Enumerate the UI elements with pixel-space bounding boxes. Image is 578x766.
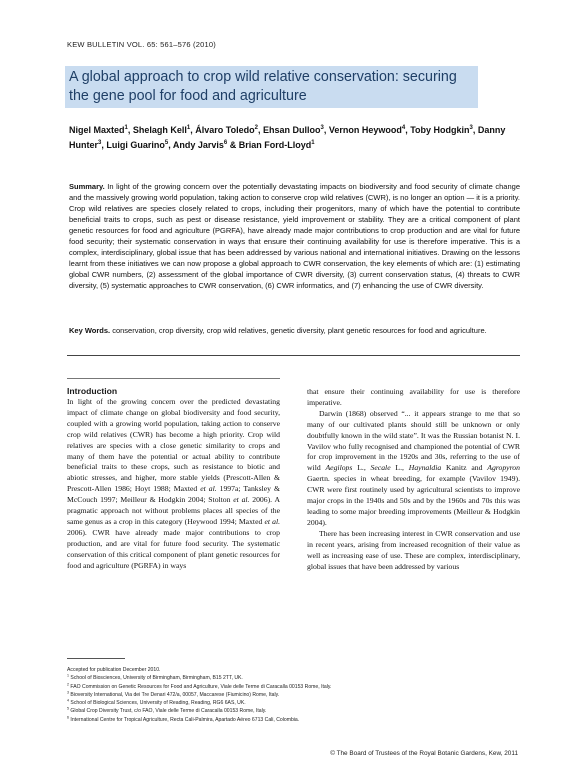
summary-text: In light of the growing concern over the potentially devastating impacts on biodiversity and food security of climate change and the massively growing world population, taking action to conserve crop wild relatives (CWR), is no longer an option — it is a priority. Crop wild relatives are species closely related to crops, including their progenitors, many of which have the potential to contribute beneficial traits to crops, such as pest or disease resistance, yield improvement or stability. They are a critical component of plant genetic resources for food and agriculture (PGRFA), have already made major contributions to crop production and are vital for future food security; their systematic conservation in ways that ensure their continuing availability for use is therefore imperative. This is a complex, interdisciplinary, global issue that has been addressed by various national and international initiatives. Drawing on the lessons learnt from these initiatives we can now propose a global approach to CWR conservation, the key elements of which are: (1) estimating global CWR numbers, (2) assessment of the global importance of CWR diversity, (3) current conservation status, (4) threats to CWR diversity, (5) systematic approaches to CWR conservation, (6) CWR informatics, and (7) enhancing the use of CWR diversity. (69, 182, 520, 290)
author-name: Luigi Guarino (106, 140, 165, 150)
keywords-label: Key Words. (69, 326, 111, 335)
italic-run: Aegilops (325, 463, 353, 473)
section-divider (67, 355, 520, 356)
affiliation-marker: 6 (223, 140, 228, 146)
summary-paragraph (69, 181, 520, 291)
article-title: A global approach to crop wild relative conservation: securing the gene pool for food and agriculture (69, 69, 457, 104)
footnote-item (67, 691, 487, 699)
footnote-number: 1 (67, 673, 69, 678)
intro-paragraph-2: that ensure their continuing availability for use is therefore imperative. (307, 387, 520, 407)
affiliation-marker: 3 (320, 125, 324, 131)
introduction-heading: Introduction (67, 386, 118, 396)
footnote-text: School of Biosciences, University of Birmingham, Birmingham, B15 2TT, UK. (69, 675, 243, 682)
italic-run: Agropyron (487, 463, 520, 473)
journal-reference: KEW BULLETIN VOL. 65: 561–576 (2010) (67, 40, 216, 49)
column-right (307, 387, 520, 572)
author-name: Álvaro Toledo (195, 125, 255, 135)
italic-run: et al. (264, 516, 280, 526)
italic-run: et al. (200, 484, 217, 494)
footnotes (67, 666, 487, 724)
text-run: 2006). CWR have already made major contributions to crop production, and are vital for future food security. The systematic conservation of this critical component of plant genetic resources for food and agriculture (PGRFA) in ways (67, 527, 280, 570)
text-run: In light of the growing concern over the predicted devastating impact of climate change on global biodiversity and food security, coupled with a growing world population, taking action to conserve crop wild relatives (CWR) has become a high priority. Crop wild relatives are species with a close genetic similarity to crops and many of them have the potential or actual ability to contribute beneficial traits to these crops, such as resistance to biotic and abiotic stresses, and higher, more stable yields (Prescott-Allen & Prescott-Allen 1986; Hoyt 1988; Maxted (67, 397, 280, 494)
italic-run: Secale (370, 463, 391, 473)
footnote-number: 3 (67, 690, 69, 695)
intro-paragraph-1 (67, 397, 280, 572)
affiliation-marker: 2 (254, 125, 258, 131)
text-run: L., (352, 463, 371, 473)
keywords-paragraph (69, 325, 520, 336)
footnote-item (67, 699, 487, 707)
footnote-text: Global Crop Diversity Trust, c/o FAO, Viale delle Terme di Caracalla 00153 Rome, Italy. (69, 708, 267, 715)
author-separator: , (168, 140, 173, 150)
author-separator: , (190, 125, 196, 135)
author-name: Shelagh Kell (132, 125, 187, 135)
author-name: Vernon Heywood (328, 125, 402, 135)
column-left (67, 397, 280, 572)
author-name: Danny Hunter (69, 125, 506, 150)
affiliation-marker: 4 (401, 125, 406, 131)
affiliation-marker: 3 (469, 125, 473, 131)
author-separator: & (227, 140, 239, 150)
keywords-text: conservation, crop diversity, crop wild relatives, genetic diversity, plant genetic resources for food and agriculture. (110, 326, 487, 335)
affiliation-marker: 1 (186, 125, 191, 131)
footnote-item (67, 674, 487, 682)
author-separator: , (257, 125, 263, 135)
author-separator: , (323, 125, 329, 135)
summary-label: Summary. (69, 182, 105, 191)
footnote-number: 6 (67, 715, 69, 720)
affiliation-marker: 3 (98, 140, 102, 146)
footnote-item (67, 716, 487, 724)
italic-run: et al. (233, 495, 250, 505)
author-separator: , (405, 125, 411, 135)
text-run: Darwin (1868) observed “... it appears strange to me that so many of our cultivated plants should still be unknown or only doubtfully known in the wild state”. It was the Russian botanist N. I. Vavilov who fully recognised and championed the potential of CWR for crop improvement in the 1920s and 30s, referring to the use of wild (307, 408, 520, 473)
copyright-notice: © The Board of Trustees of the Royal Botanic Gardens, Kew, 2011 (330, 750, 518, 757)
author-separator: , (472, 125, 478, 135)
footnote-text: International Centre for Tropical Agriculture, Recta Cali-Palmira, Apartado Aéreo 6713 Cali, Colombia. (69, 716, 300, 723)
footnote-text: School of Biological Sciences, University of Reading, Reading, RG6 6AS, UK. (69, 700, 246, 707)
intro-divider (67, 378, 280, 379)
footnote-item (67, 707, 487, 715)
footnote-rule (67, 658, 125, 659)
footnote-number: 5 (67, 706, 69, 711)
footnote-number: 4 (67, 698, 69, 703)
intro-paragraph-3 (307, 409, 520, 529)
affiliation-marker: 5 (164, 140, 169, 146)
footnote-item (67, 683, 487, 691)
text-run: 2006). A pragmatic approach not without problems places all species of the same genus as a crop in this category (Heywood 1994; Maxted (67, 495, 280, 526)
text-run: Gaertn. species in wheat breeding, for example (Vavilov 1949). CWR were first routinely used by agricultural scientists to improve major crops in the 1940s and 50s and by the 1960s and 70s this was leading to some major breeding improvements (Meilleur & Hodgkin 2004). (307, 474, 520, 527)
text-run: L., (390, 463, 409, 473)
author-name: Ehsan Dulloo (262, 125, 321, 135)
footnote-text: Bioversity International, Via dei Tre Denari 472/a, 00057, Maccarese (Fiumicino) Rome, Italy. (69, 691, 280, 698)
italic-run: Haynaldia (408, 463, 442, 473)
author-name: Andy Jarvis (172, 140, 224, 150)
affiliation-marker: 1 (124, 125, 128, 131)
affiliation-list (67, 674, 487, 724)
accepted-note: Accepted for publication December 2010. (67, 667, 161, 673)
author-name: Brian Ford-Lloyd (238, 140, 312, 150)
author-separator: , (101, 140, 107, 150)
author-name: Nigel Maxted (69, 125, 125, 135)
author-separator: , (127, 125, 133, 135)
text-run: 1997a; Tanksley & McCouch 1997; Meilleur & Hodgkin 2004; Stolton (67, 484, 280, 505)
footnote-number: 2 (67, 681, 69, 686)
intro-paragraph-4: There has been increasing interest in CWR conservation and use in recent years, arising from increased recognition of their value as well as increasing ease of use. These are complex, interdisciplinary, global issues that have been addressed by various (307, 528, 520, 571)
text-run: Kanitz and (441, 463, 488, 473)
affiliation-marker: 1 (311, 140, 315, 146)
author-list (69, 123, 519, 153)
author-name: Toby Hodgkin (410, 125, 470, 135)
footnote-text: FAO Commission on Genetic Resources for Food and Agriculture, Viale delle Terme di Caracalla 00153 Rome, Italy. (69, 683, 332, 690)
